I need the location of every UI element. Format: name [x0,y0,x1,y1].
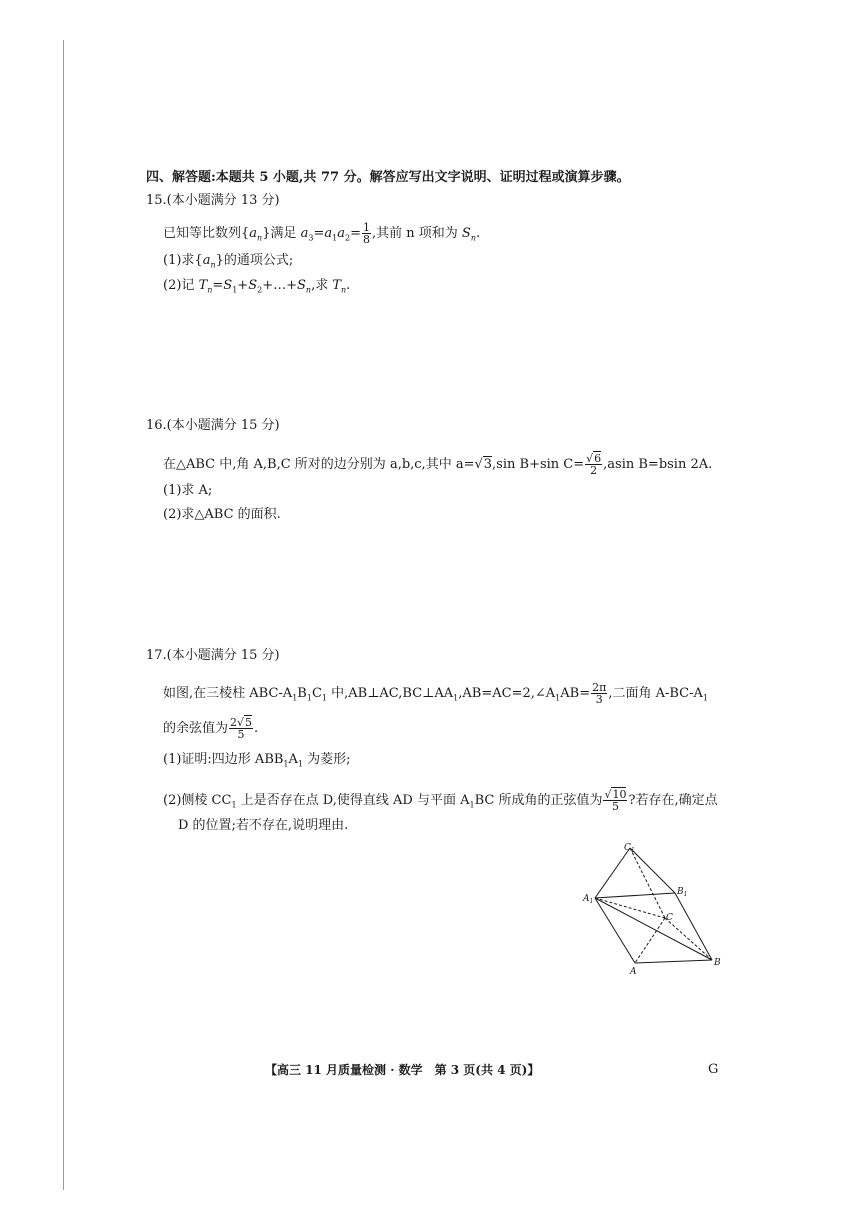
q16-fraction: $\frac{√6}{2}$ [586,452,602,477]
paper-code: G [708,1062,719,1077]
q15-number: 15.(本小题满分 13 分) [146,193,280,208]
label-B: B [714,958,721,968]
q15-part1: (1)求$\{a_n\}$的通项公式; [163,253,294,270]
label-C1: $C_1$ [624,843,635,854]
q16-number: 16.(本小题满分 15 分) [146,418,280,433]
q16-part1: (1)求 A; [163,483,213,498]
edge-C1B1 [630,848,675,893]
prism-figure [580,838,730,980]
page-footer: 【高三 11 月质量检测 · 数学 第 3 页(共 4 页)】 [265,1063,540,1077]
section-heading: 四、解答题:本题共 5 小题,共 77 分。解答应写出文字说明、证明过程或演算步骤。 [146,170,630,185]
q16-part2: (2)求△ABC 的面积. [163,507,281,522]
q17-angle-fraction: $\frac{2\pi}{3}$ [592,681,607,706]
edge-CA-hidden [635,918,665,963]
q15-stem: 已知等比数列$\{a_n\}$满足 $a_3=a_1a_2=$ $\frac{1}{8}$ ,其前 n 项和为 $S_n$. [163,221,481,246]
edge-A1B1 [595,893,675,898]
q15-fraction: $\frac{1}{8}$ [363,221,370,246]
label-A1: $A_1$ [583,894,594,905]
edge-C1C-hidden [630,848,665,918]
q17-part2-line2: D 的位置;若不存在,说明理由. [178,818,349,833]
q17-part1: (1)证明:四边形 $ABB_1A_1$ 为菱形; [163,752,351,769]
q17-number: 17.(本小题满分 15 分) [146,648,280,663]
label-C: C [666,913,673,923]
q17-part2-line1: (2)侧棱 $CC_1$ 上是否存在点 D,使得直线 AD 与平面 $A_1BC$ 所成角的正弦值为 $\frac{√10}{5}$ ?若存在,确定点 [163,788,718,813]
edge-C1A1 [595,848,630,898]
binding-margin-line [63,40,64,1190]
q16-stem: 在△ABC 中,角 A,B,C 所对的边分别为 a,b,c,其中 a=√3,sin B+sin C= $\frac{√6}{2}$ ,asin B=bsin 2A. [163,452,713,477]
q15-part2: (2)记 $T_n=S_1+S_2+\dots+S_n$,求 $T_n$. [163,278,351,295]
label-B1: $B_1$ [677,887,688,898]
q17-sin-fraction: $\frac{√10}{5}$ [604,788,627,813]
prism-edges [595,848,712,963]
q17-line2: 的余弦值为 $\frac{2√5}{5}$ . [163,716,259,741]
q17-line1: 如图,在三棱柱 ABC-$A_1B_1C_1$ 中$,AB\perp AC,BC\perp AA_1,AB=AC=2,\angle A_1AB=$ $\frac{2\pi}{3}$ ,二面角 $A-BC-A_1$ [163,681,708,706]
q17-cos-fraction: $\frac{2√5}{5}$ [230,716,253,741]
edge-AB [635,960,712,963]
label-A: A [630,967,637,977]
